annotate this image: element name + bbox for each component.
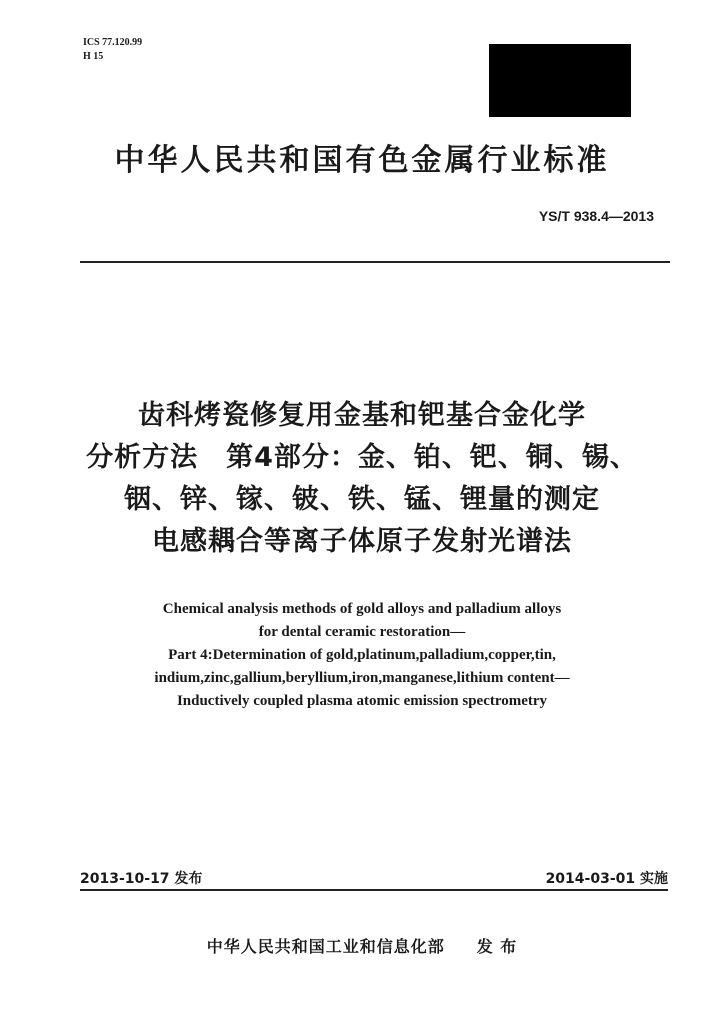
english-title-line: Part 4:Determination of gold,platinum,palladium,copper,tin, [168, 647, 556, 663]
english-title-line: indium,zinc,gallium,beryllium,iron,manganese,lithium content— [154, 670, 570, 686]
standard-number: YS/T 938.4—2013 [538, 208, 654, 224]
publisher-name: 中华人民共和国工业和信息化部 [206, 937, 445, 956]
implementation-date: 2014-03-01 实施 [545, 871, 668, 887]
bottom-divider [80, 889, 668, 891]
redaction-box [489, 44, 631, 117]
chinese-title-line: 分析方法 第4部分：金、铂、钯、铜、锡、 [86, 442, 638, 473]
classification-codes [83, 36, 142, 64]
ics-code: ICS 77.120.99 [83, 37, 143, 48]
english-title-line: for dental ceramic restoration— [258, 624, 466, 640]
chinese-title-line: 电感耦合等离子体原子发射光谱法 [152, 526, 572, 557]
chinese-title-line: 齿科烤瓷修复用金基和钯基合金化学 [138, 400, 586, 431]
chinese-title-line: 铟、锌、镓、铍、铁、锰、锂量的测定 [124, 484, 600, 515]
publisher-line [0, 934, 724, 957]
publish-action: 发 布 [476, 937, 518, 956]
english-title-line: Chemical analysis methods of gold alloys and palladium alloys [162, 601, 562, 617]
standard-name: 中华人民共和国有色金属行业标准 [114, 143, 610, 178]
chinese-title [0, 395, 724, 563]
top-divider [80, 261, 670, 263]
english-title [0, 598, 724, 713]
english-title-line: Inductively coupled plasma atomic emission spectrometry [176, 693, 548, 709]
ccs-code: H 15 [83, 51, 104, 62]
issue-date: 2013-10-17 发布 [80, 871, 203, 887]
